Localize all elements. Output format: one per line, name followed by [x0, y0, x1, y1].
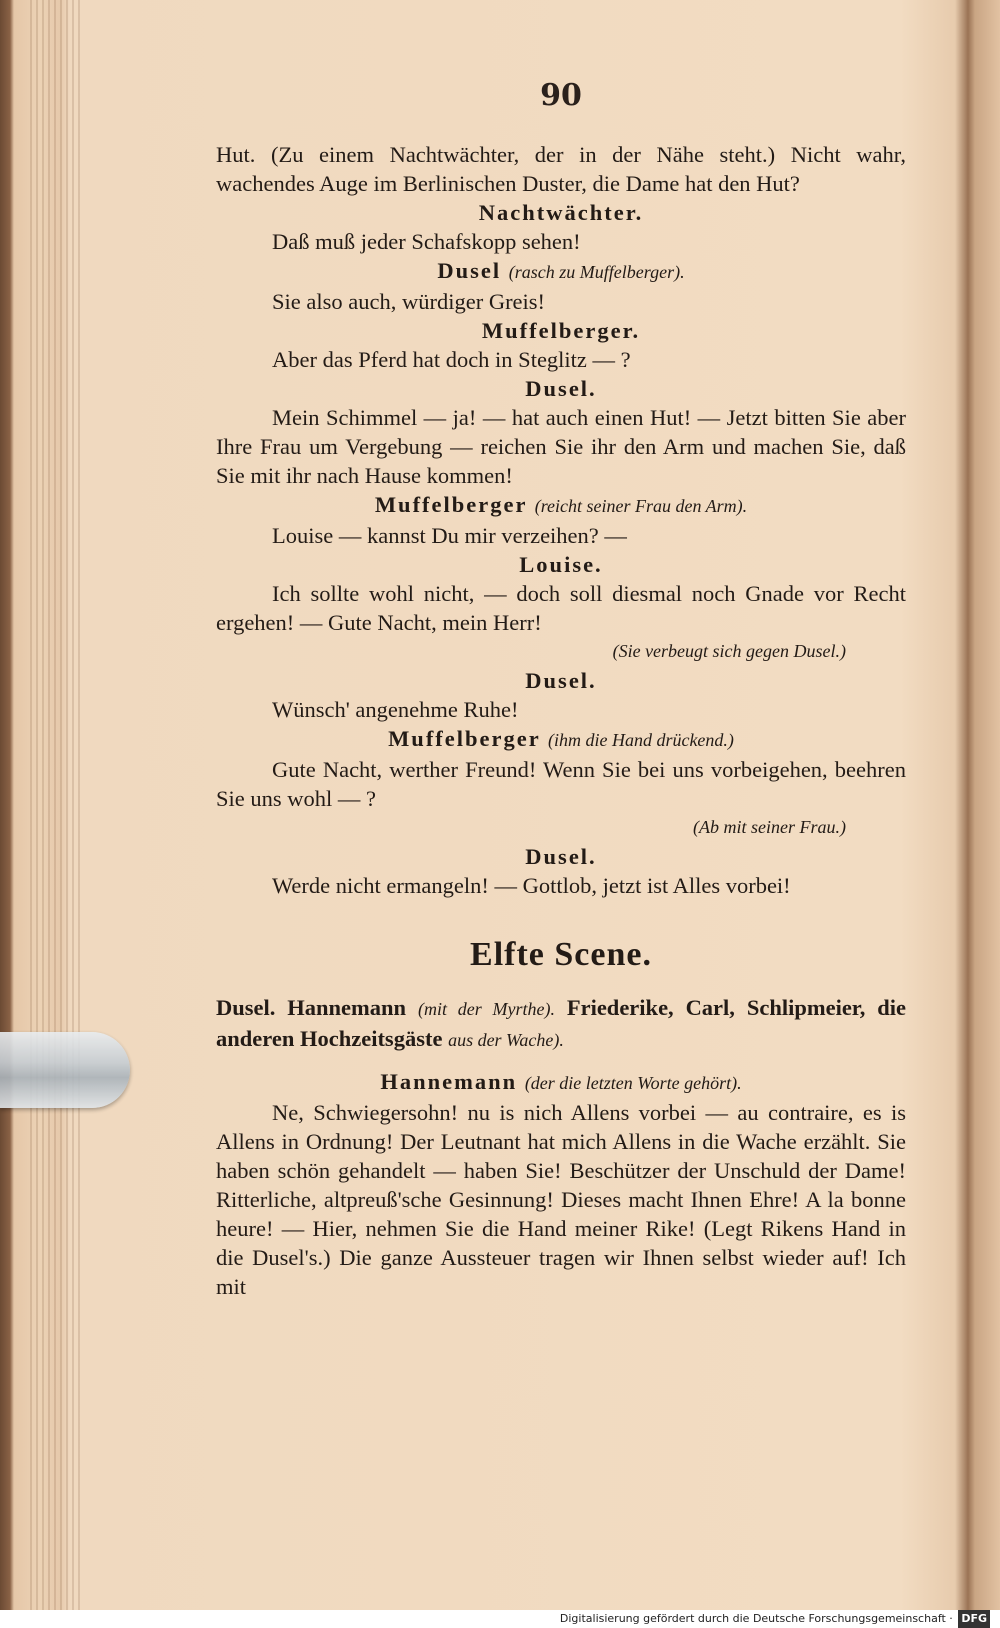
cast-names: Dusel. Hannemann [216, 995, 407, 1020]
speaker-line [216, 724, 906, 755]
paragraph: Aber das Pferd hat doch in Steglitz — ? [272, 347, 631, 372]
scene-title: Elfte Scene. [470, 936, 652, 973]
spacer [216, 1055, 906, 1067]
stage-direction: (der die letzten Worte gehört). [524, 1073, 742, 1093]
cast-list [216, 993, 906, 1055]
speaker-name: Dusel. [525, 844, 597, 869]
paragraph: Gute Nacht, werther Freund! Wenn Sie bei uns vorbeigehen, beehren Sie uns wohl — ? [216, 757, 906, 811]
speaker-name: Hannemann [380, 1069, 518, 1094]
page-number: 90 [540, 78, 582, 113]
stage-direction: (mit der Myrthe). [417, 999, 555, 1019]
footer-text: Digitalisierung gefördert durch die Deutsche Forschungsgemeinschaft · [559, 1612, 953, 1625]
speaker-name: Muffelberger. [481, 318, 641, 343]
speaker-name: Muffelberger [388, 726, 541, 751]
binder-clip [0, 1032, 130, 1108]
paragraph: Ne, Schwiegersohn! nu is nich Allens vorbei — au contraire, es is Allens in Ordnung! Der Leutnant hat mich Allens in die Wache erzählt. Sie haben schön gehandelt — haben Sie! Beschützer der Unschuld der Dame! Ritterliche, altpreuß'sche Gesinnung! Dieses macht Ihnen Ehre! A la bonne heure! — Hier, nehmen Sie die Hand meiner Rike! (Legt Rikens Hand in die Dusel's.) Die ganze Aussteuer tragen wir Ihnen selbst wieder auf! Ich mit [216, 1100, 906, 1299]
stage-direction: (Ab mit seiner Frau.) [693, 817, 846, 837]
speaker-line [216, 1067, 906, 1098]
speaker-name: Nachtwächter. [478, 200, 644, 225]
speaker-name: Dusel. [525, 668, 597, 693]
stage-direction: (Sie verbeugt sich gegen Dusel.) [612, 641, 846, 661]
speaker-name: Dusel [437, 258, 502, 283]
page-edges [30, 0, 80, 1610]
footer-credit [0, 1610, 1000, 1628]
speaker-name: Louise. [519, 552, 603, 577]
paragraph: Werde nicht ermangeln! — Gottlob, jetzt ist Alles vorbei! [272, 873, 791, 898]
paragraph: Ich sollte wohl nicht, — doch soll diesmal noch Gnade vor Recht ergehen! — Gute Nacht, mein Herr! [216, 581, 906, 635]
paragraph: Sie also auch, würdiger Greis! [272, 289, 546, 314]
paragraph: Louise — kannst Du mir verzeihen? — [272, 523, 627, 548]
cast-names: Friederike, Carl, Schlipmeier, die anderen Hochzeitsgäste [216, 995, 906, 1051]
stage-direction: (rasch zu Muffelberger). [508, 262, 685, 282]
paragraph: Hut. (Zu einem Nachtwächter, der in der Nähe steht.) Nicht wahr, wachendes Auge im Berlinischen Duster, die Dame hat den Hut? [216, 142, 906, 196]
speaker-line [216, 256, 906, 287]
paragraph: Daß muß jeder Schafskopp sehen! [272, 229, 581, 254]
speaker-name: Muffelberger [374, 492, 528, 517]
speaker-line [216, 490, 906, 521]
stage-direction: aus der Wache). [448, 1030, 564, 1050]
speaker-name: Dusel. [525, 376, 597, 401]
dfg-logo-icon: DFG [958, 1610, 990, 1628]
page-body [216, 140, 906, 1301]
stage-direction: (reicht seiner Frau den Arm). [534, 496, 748, 516]
stage-direction: (ihm die Hand drückend.) [547, 730, 734, 750]
paragraph: Wünsch' angenehme Ruhe! [272, 697, 519, 722]
paragraph: Mein Schimmel — ja! — hat auch einen Hut! — Jetzt bitten Sie aber Ihre Frau um Vergebung — reichen Sie ihr den Arm und machen Sie, daß Sie mit ihr nach Hause kommen! [216, 405, 906, 488]
